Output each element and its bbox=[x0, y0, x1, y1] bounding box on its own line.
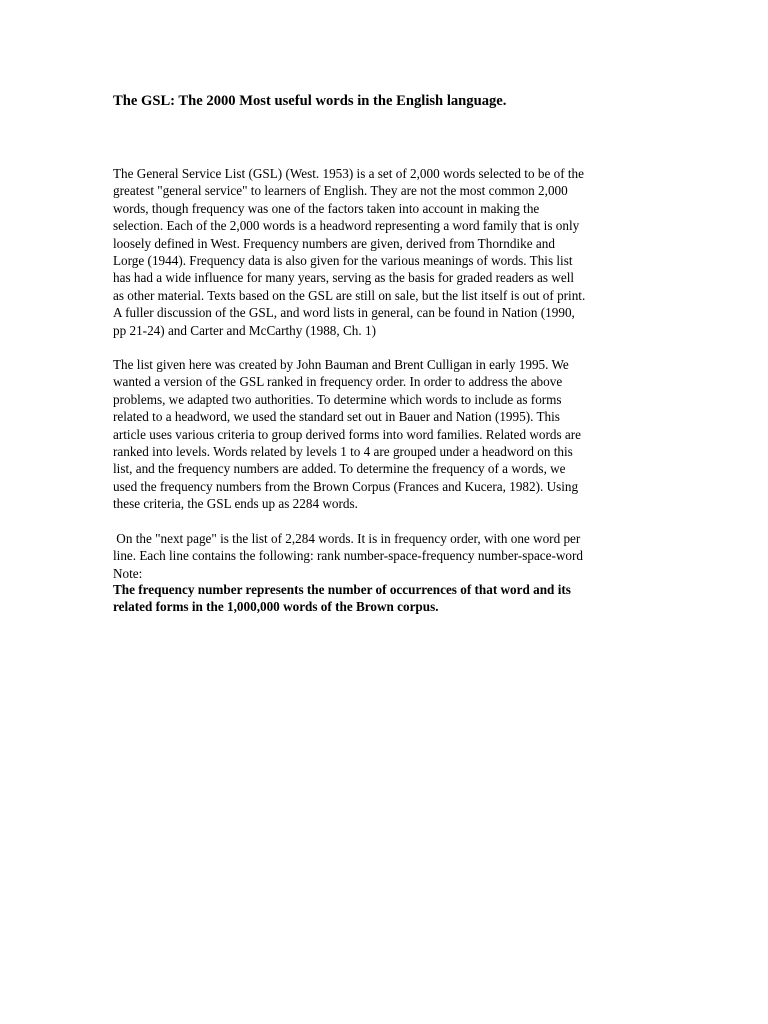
text-line: The General Service List (GSL) (West. 1953) is a set of 2,000 words selected to be of the bbox=[113, 166, 584, 181]
text-line: line. Each line contains the following: rank number-space-frequency number-space-word bbox=[113, 548, 584, 564]
text-line: Lorge (1944). Frequency data is also given for the various meanings of words. This list bbox=[113, 253, 573, 269]
bold-note bbox=[113, 581, 653, 616]
text-line: On the "next page" is the list of 2,284 words. It is in frequency order, with one word per bbox=[113, 531, 581, 546]
page-title: The GSL: The 2000 Most useful words in the English language. bbox=[113, 93, 507, 109]
text-line: ranked into levels. Words related by levels 1 to 4 are grouped under a headword on this bbox=[113, 444, 573, 460]
intro-paragraph bbox=[113, 165, 633, 339]
text-line: greatest "general service" to learners of English. They are not the most common 2,000 bbox=[113, 183, 568, 199]
text-line: Note: bbox=[113, 565, 143, 581]
text-line: pp 21-24) and Carter and McCarthy (1988, Ch. 1) bbox=[113, 322, 376, 338]
text-line: list, and the frequency numbers are added. To determine the frequency of a words, we bbox=[113, 461, 566, 477]
text-line: has had a wide influence for many years, serving as the basis for graded readers as well bbox=[113, 270, 575, 286]
text-line: these criteria, the GSL ends up as 2284 words. bbox=[113, 496, 358, 512]
method-paragraph bbox=[113, 356, 633, 513]
note-line: related forms in the 1,000,000 words of the Brown corpus. bbox=[113, 599, 439, 615]
text-line: A fuller discussion of the GSL, and word lists in general, can be found in Nation (1990, bbox=[113, 305, 575, 321]
text-line: selection. Each of the 2,000 words is a headword representing a word family that is only bbox=[113, 218, 580, 234]
text-line: problems, we adapted two authorities. To determine which words to include as forms bbox=[113, 391, 562, 407]
text-line: as other material. Texts based on the GSL are still on sale, but the list itself is out of print. bbox=[113, 287, 586, 303]
format-paragraph bbox=[113, 530, 633, 582]
text-line: The list given here was created by John Bauman and Brent Culligan in early 1995. We bbox=[113, 357, 569, 372]
text-line: wanted a version of the GSL ranked in frequency order. In order to address the above bbox=[113, 374, 563, 390]
text-line: words, though frequency was one of the factors taken into account in making the bbox=[113, 200, 540, 216]
text-line: related to a headword, we used the standard set out in Bauer and Nation (1995). This bbox=[113, 409, 560, 425]
text-line: used the frequency numbers from the Brown Corpus (Frances and Kucera, 1982). Using bbox=[113, 478, 579, 494]
note-line: The frequency number represents the number of occurrences of that word and its bbox=[113, 582, 571, 597]
text-line: article uses various criteria to group derived forms into word families. Related words are bbox=[113, 426, 582, 442]
text-line: loosely defined in West. Frequency numbers are given, derived from Thorndike and bbox=[113, 235, 555, 251]
